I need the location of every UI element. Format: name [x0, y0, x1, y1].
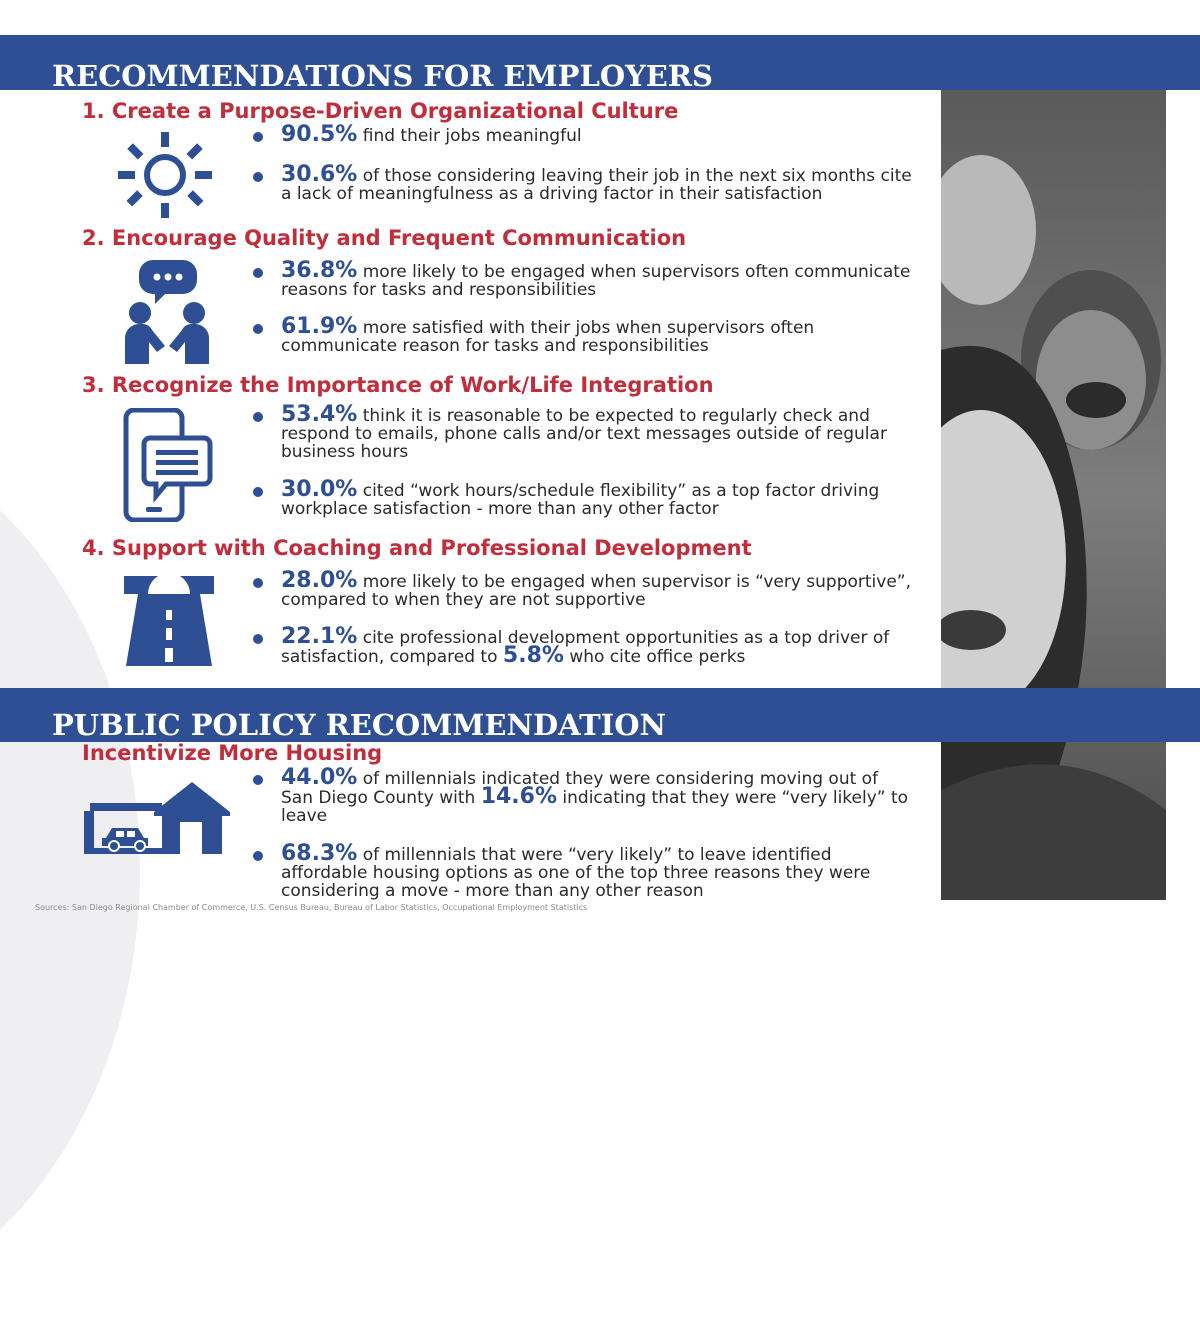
- bullet-2b: [253, 314, 913, 356]
- sun-icon: [112, 132, 218, 218]
- stat-value: 36.8%: [281, 258, 358, 283]
- bullet-text: find their jobs meaningful: [357, 126, 582, 146]
- bullet-text-secondary: who cite office perks: [563, 647, 746, 667]
- stat-value: 61.9%: [281, 314, 358, 339]
- bullet-5a: [253, 765, 913, 826]
- stat-value: 30.6%: [281, 162, 358, 187]
- bullet-4b: [253, 624, 913, 668]
- bullet-4a: [253, 568, 913, 610]
- phone-message-icon: [122, 408, 214, 522]
- bullet-3a: [253, 402, 913, 462]
- bullet-text: think it is reasonable to be expected to regularly check and respond to emails, phone calls and/or text messages outside of regular business hours: [281, 406, 887, 462]
- section-4-title: 4. Support with Coaching and Professional Development: [82, 536, 752, 560]
- policy-title: PUBLIC POLICY RECOMMENDATION: [52, 708, 666, 742]
- bullet-2a: [253, 258, 913, 300]
- bullet-text: of those considering leaving their job in the next six months cite a lack of meaningfulness as a driving factor in their satisfaction: [281, 166, 912, 204]
- bullet-text: more satisfied with their jobs when supervisors often communicate reason for tasks and responsibilities: [281, 318, 815, 356]
- bullet-dot: [253, 851, 263, 861]
- bullet-text-secondary: indicating that they were “very likely” to leave: [281, 788, 909, 826]
- stat-value: 28.0%: [281, 568, 358, 593]
- bullet-text: of millennials that were “very likely” to leave identified affordable housing options as one of the top three reasons they were considering a move - more than any other reason: [281, 845, 871, 901]
- header-band: [0, 35, 1200, 93]
- bullet-dot: [253, 578, 263, 588]
- bullet-text: more likely to be engaged when supervisor is “very supportive”, compared to when they are not supportive: [281, 572, 912, 610]
- stat-value-secondary: 5.8%: [502, 643, 564, 668]
- bullet-1b: [253, 162, 913, 204]
- bullet-text: of millennials indicated they were considering moving out of San Diego County with: [281, 769, 879, 808]
- sources-footnote: Sources: San Diego Regional Chamber of Commerce, U.S. Census Bureau, Bureau of Labor Statistics, Occupational Employment Statistics: [35, 903, 588, 912]
- road-icon: [124, 576, 214, 666]
- stat-value: 30.0%: [281, 477, 358, 502]
- bullet-dot: [253, 324, 263, 334]
- bullet-1a: [253, 122, 913, 147]
- bullet-3b: [253, 477, 913, 519]
- bullet-dot: [253, 412, 263, 422]
- bullet-dot: [253, 775, 263, 785]
- stat-value: 22.1%: [281, 624, 358, 649]
- policy-subtitle: Incentivize More Housing: [82, 741, 383, 765]
- bullet-text: cited “work hours/schedule flexibility” as a top factor driving workplace satisfaction - more than any other factor: [281, 481, 880, 519]
- bullet-text: cite professional development opportunities as a top driver of satisfaction, compared to: [281, 628, 890, 667]
- people-photo: [941, 90, 1166, 900]
- bullet-dot: [253, 487, 263, 497]
- stat-value-secondary: 14.6%: [480, 784, 558, 809]
- bullet-dot: [253, 132, 263, 142]
- stat-value: 44.0%: [281, 765, 358, 790]
- bullet-5b: [253, 841, 913, 901]
- bullet-dot: [253, 634, 263, 644]
- stat-value: 90.5%: [281, 122, 358, 147]
- stat-value: 68.3%: [281, 841, 358, 866]
- bullet-dot: [253, 268, 263, 278]
- policy-band: [0, 688, 1200, 742]
- stat-value: 53.4%: [281, 402, 358, 427]
- bullet-text: more likely to be engaged when supervisors often communicate reasons for tasks and responsibilities: [281, 262, 911, 300]
- page-title: RECOMMENDATIONS FOR EMPLOYERS: [52, 59, 713, 93]
- section-1-title: 1. Create a Purpose-Driven Organizational Culture: [82, 99, 679, 123]
- section-2-title: 2. Encourage Quality and Frequent Communication: [82, 226, 687, 250]
- bullet-dot: [253, 172, 263, 182]
- house-garage-icon: [84, 782, 234, 854]
- conversation-icon: [123, 258, 211, 364]
- section-3-title: 3. Recognize the Importance of Work/Life Integration: [82, 373, 714, 397]
